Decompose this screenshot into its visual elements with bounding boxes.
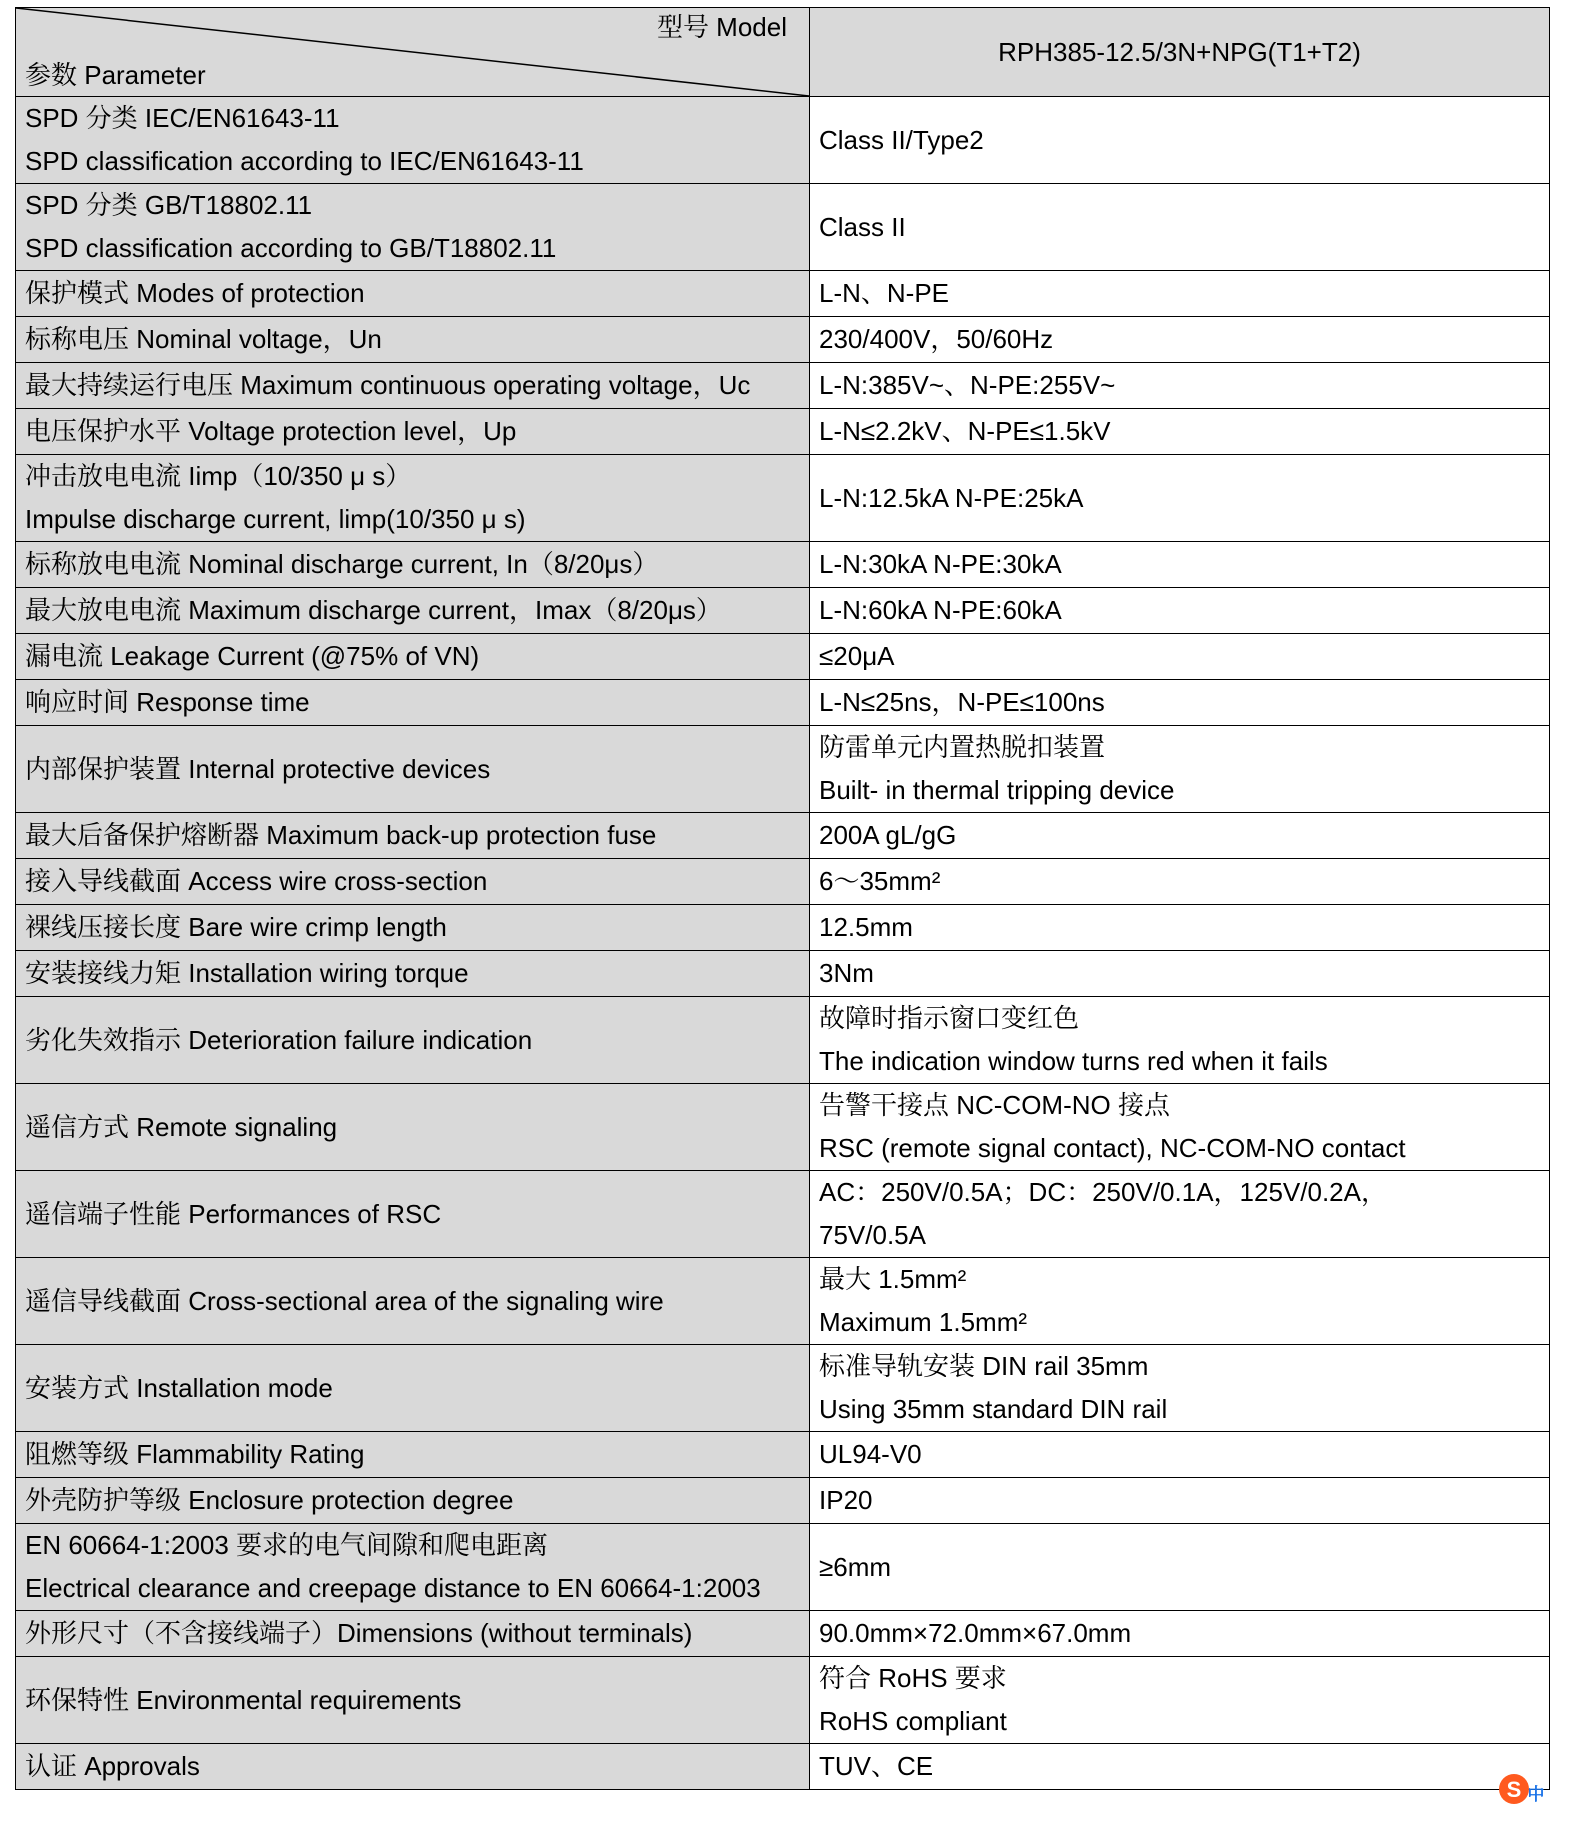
value-text: Class II xyxy=(819,211,906,242)
parameter-cell xyxy=(16,1611,810,1657)
value-text: L-N:30kA N-PE:30kA xyxy=(819,549,1062,579)
parameter-text: 保护模式 Modes of protection xyxy=(25,278,365,308)
model-label: 型号 Model xyxy=(656,12,787,42)
parameter-text: 最大后备保护熔断器 Maximum back-up protection fuse xyxy=(25,820,657,850)
parameter-text: 认证 Approvals xyxy=(25,1751,200,1781)
value-text: Class II/Type2 xyxy=(819,124,984,155)
value-cell xyxy=(810,726,1550,813)
value-text: L-N:60kA N-PE:60kA xyxy=(819,595,1062,625)
value-text: Using 35mm standard DIN rail xyxy=(819,1394,1168,1424)
parameter-cell xyxy=(16,317,810,363)
value-text: Built- in thermal tripping device xyxy=(819,775,1175,805)
spec-row xyxy=(16,97,1550,184)
parameter-text: 外壳防护等级 Enclosure protection degree xyxy=(25,1485,514,1515)
parameter-text: Electrical clearance and creepage distance to EN 60664-1:2003 xyxy=(25,1573,761,1603)
value-text: L-N≤2.2kV、N-PE≤1.5kV xyxy=(819,416,1111,446)
value-text: ≤20μA xyxy=(819,641,895,671)
value-text: UL94-V0 xyxy=(819,1439,922,1469)
parameter-text: 裸线压接长度 Bare wire crimp length xyxy=(25,912,447,942)
value-cell xyxy=(810,363,1550,409)
value-cell xyxy=(810,813,1550,859)
parameter-cell xyxy=(16,1524,810,1611)
parameter-cell xyxy=(16,363,810,409)
spec-row xyxy=(16,542,1550,588)
parameter-text: EN 60664-1:2003 要求的电气间隙和爬电距离 xyxy=(25,1530,549,1560)
spec-row xyxy=(16,726,1550,813)
value-text: 90.0mm×72.0mm×67.0mm xyxy=(819,1618,1132,1648)
spec-row xyxy=(16,813,1550,859)
spec-row xyxy=(16,1345,1550,1432)
parameter-cell xyxy=(16,634,810,680)
parameter-text: SPD classification according to GB/T18802.11 xyxy=(25,233,557,263)
parameter-text: 接入导线截面 Access wire cross-section xyxy=(25,866,488,896)
spec-row xyxy=(16,1657,1550,1744)
parameter-text: 阻燃等级 Flammability Rating xyxy=(25,1439,365,1469)
parameter-cell xyxy=(16,1657,810,1744)
parameter-text: 外形尺寸（不含接线端子）Dimensions (without terminals) xyxy=(25,1618,693,1648)
spec-row xyxy=(16,363,1550,409)
value-text: 标准导轨安装 DIN rail 35mm xyxy=(819,1351,1149,1381)
value-text: IP20 xyxy=(819,1485,873,1515)
spec-row xyxy=(16,1432,1550,1478)
value-text: 230/400V，50/60Hz xyxy=(819,324,1054,354)
parameter-cell xyxy=(16,409,810,455)
value-text: 故障时指示窗口变红色 xyxy=(819,1003,1080,1033)
value-text: ≥6mm xyxy=(819,1551,892,1582)
parameter-cell xyxy=(16,997,810,1084)
parameter-text: Impulse discharge current, limp(10/350 μ s) xyxy=(25,504,526,534)
parameter-cell xyxy=(16,542,810,588)
value-cell xyxy=(810,1657,1550,1744)
spec-row xyxy=(16,951,1550,997)
value-cell xyxy=(810,409,1550,455)
parameter-text: 劣化失效指示 Deterioration failure indication xyxy=(25,1024,533,1055)
parameter-cell xyxy=(16,1258,810,1345)
parameter-text: 标称电压 Nominal voltage，Un xyxy=(25,324,382,354)
parameter-cell xyxy=(16,1171,810,1258)
parameter-cell xyxy=(16,859,810,905)
value-cell xyxy=(810,951,1550,997)
value-text: L-N:12.5kA N-PE:25kA xyxy=(819,482,1084,513)
value-cell xyxy=(810,97,1550,184)
spec-row xyxy=(16,997,1550,1084)
value-cell xyxy=(810,184,1550,271)
parameter-text: 安装接线力矩 Installation wiring torque xyxy=(25,958,469,988)
header-row xyxy=(16,8,1550,97)
spec-table xyxy=(15,7,1550,1790)
parameter-cell xyxy=(16,1478,810,1524)
value-text: TUV、CE xyxy=(819,1751,934,1781)
parameter-cell xyxy=(16,905,810,951)
value-text: 200A gL/gG xyxy=(819,820,957,850)
ime-status-indicator[interactable] xyxy=(1497,1768,1545,1812)
value-cell xyxy=(810,271,1550,317)
value-text: 75V/0.5A xyxy=(819,1220,926,1250)
spec-row xyxy=(16,1258,1550,1345)
parameter-text: 响应时间 Response time xyxy=(25,687,310,717)
parameter-cell xyxy=(16,184,810,271)
value-text: Maximum 1.5mm² xyxy=(819,1307,1028,1337)
value-cell xyxy=(810,1524,1550,1611)
parameter-cell xyxy=(16,271,810,317)
value-cell xyxy=(810,588,1550,634)
spec-row xyxy=(16,184,1550,271)
parameter-text: 遥信方式 Remote signaling xyxy=(25,1111,338,1142)
spec-row xyxy=(16,1744,1550,1790)
spec-row xyxy=(16,1478,1550,1524)
spec-row xyxy=(16,905,1550,951)
value-text: 符合 RoHS 要求 xyxy=(819,1663,1007,1693)
parameter-text: 电压保护水平 Voltage protection level，Up xyxy=(25,416,517,446)
parameter-cell xyxy=(16,1744,810,1790)
value-text: 防雷单元内置热脱扣装置 xyxy=(819,732,1106,762)
value-cell xyxy=(810,1432,1550,1478)
parameter-cell xyxy=(16,1432,810,1478)
ime-brand-letter: S xyxy=(1506,1777,1522,1802)
model-value: RPH385-12.5/3N+NPG(T1+T2) xyxy=(810,8,1550,97)
value-cell xyxy=(810,634,1550,680)
spec-row xyxy=(16,859,1550,905)
value-cell xyxy=(810,317,1550,363)
spec-row xyxy=(16,588,1550,634)
parameter-cell xyxy=(16,951,810,997)
value-cell xyxy=(810,1478,1550,1524)
value-text: 最大 1.5mm² xyxy=(819,1264,967,1294)
value-cell xyxy=(810,1084,1550,1171)
value-cell xyxy=(810,905,1550,951)
value-text: 12.5mm xyxy=(819,912,913,942)
spec-row xyxy=(16,680,1550,726)
parameter-text: 最大持续运行电压 Maximum continuous operating voltage，Uc xyxy=(25,370,751,400)
value-cell xyxy=(810,997,1550,1084)
value-cell xyxy=(810,1258,1550,1345)
parameter-text: 环保特性 Environmental requirements xyxy=(25,1684,462,1715)
spec-row xyxy=(16,1524,1550,1611)
value-text: RSC (remote signal contact), NC-COM-NO contact xyxy=(819,1133,1406,1163)
parameter-text: 遥信导线截面 Cross-sectional area of the signaling wire xyxy=(25,1285,664,1316)
parameter-cell xyxy=(16,680,810,726)
value-cell xyxy=(810,1345,1550,1432)
spec-row xyxy=(16,634,1550,680)
parameter-cell xyxy=(16,813,810,859)
parameter-text: SPD 分类 GB/T18802.11 xyxy=(25,190,313,220)
parameter-text: 标称放电电流 Nominal discharge current, In（8/20μs） xyxy=(25,549,659,579)
value-text: RoHS compliant xyxy=(819,1706,1007,1736)
ime-mode-label: 中 xyxy=(1527,1785,1545,1805)
value-text: L-N、N-PE xyxy=(819,278,950,308)
parameter-cell xyxy=(16,588,810,634)
value-text: AC：250V/0.5A；DC：250V/0.1A，125V/0.2A， xyxy=(819,1177,1387,1207)
parameter-label: 参数 Parameter xyxy=(25,60,206,90)
parameter-text: 遥信端子性能 Performances of RSC xyxy=(25,1198,442,1229)
spec-row xyxy=(16,455,1550,542)
header-diagonal-cell xyxy=(16,8,810,97)
value-text: The indication window turns red when it fails xyxy=(819,1046,1328,1076)
parameter-cell xyxy=(16,455,810,542)
value-text: 6～35mm² xyxy=(819,866,941,896)
value-cell xyxy=(810,542,1550,588)
value-cell xyxy=(810,1171,1550,1258)
value-cell xyxy=(810,1611,1550,1657)
value-cell xyxy=(810,1744,1550,1790)
parameter-cell xyxy=(16,726,810,813)
parameter-cell xyxy=(16,1345,810,1432)
value-cell xyxy=(810,455,1550,542)
value-text: 3Nm xyxy=(819,958,874,988)
value-cell xyxy=(810,680,1550,726)
parameter-text: 安装方式 Installation mode xyxy=(25,1372,333,1403)
parameter-text: SPD 分类 IEC/EN61643-11 xyxy=(25,103,340,133)
parameter-cell xyxy=(16,1084,810,1171)
parameter-text: 最大放电电流 Maximum discharge current，Imax（8/20μs） xyxy=(25,595,722,625)
value-text: L-N≤25ns，N-PE≤100ns xyxy=(819,687,1105,717)
spec-row xyxy=(16,1611,1550,1657)
parameter-text: 漏电流 Leakage Current (@75% of VN) xyxy=(25,641,480,671)
parameter-text: SPD classification according to IEC/EN61643-11 xyxy=(25,146,584,176)
value-text: 告警干接点 NC-COM-NO 接点 xyxy=(819,1090,1170,1120)
parameter-text: 冲击放电电流 Iimp（10/350 μ s） xyxy=(25,461,412,491)
spec-row xyxy=(16,1171,1550,1258)
parameter-cell xyxy=(16,97,810,184)
value-text: L-N:385V~、N-PE:255V~ xyxy=(819,370,1116,400)
spec-row xyxy=(16,1084,1550,1171)
value-cell xyxy=(810,859,1550,905)
parameter-text: 内部保护装置 Internal protective devices xyxy=(25,753,491,784)
spec-row xyxy=(16,271,1550,317)
spec-row xyxy=(16,317,1550,363)
spec-row xyxy=(16,409,1550,455)
